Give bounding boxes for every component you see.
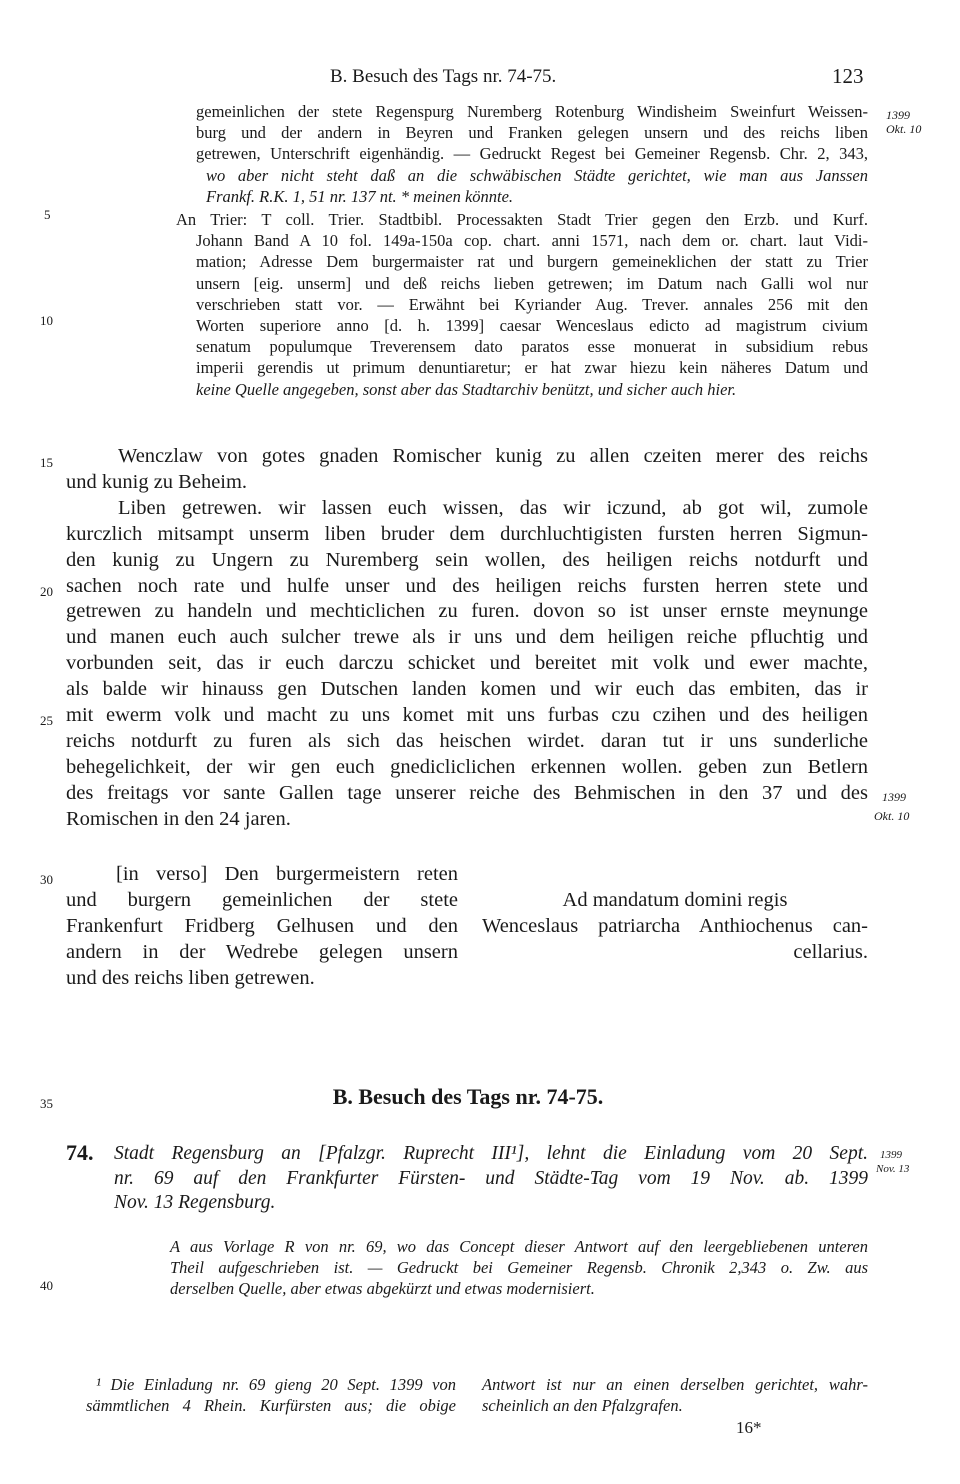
text-line: vorbunden seit, das ir euch darczu schicket und bereitet mit volk und ewer machte, — [66, 652, 868, 675]
apparatus-line: unsern [eig. unserm] und deß reichs lieben getrewen; im Datum nach Galli wol nur — [196, 273, 868, 293]
apparatus-line: wo aber nicht steht daß an die schwäbischen Städte gerichtet, wie man aus Janssen — [206, 165, 868, 185]
line-number: 25 — [40, 713, 53, 728]
running-title: B. Besuch des Tags nr. 74-75. — [330, 66, 557, 87]
source-line: Theil aufgeschrieben ist. — Gedruckt bei Gemeiner Regensb. Chronik 2,343 o. Zw. aus — [170, 1258, 868, 1278]
apparatus-line: getrewen, Unterschrift eigenhändig. — Gedruckt Regest bei Gemeiner Regensb. Chr. 2, 343, — [196, 144, 868, 164]
entry-number: 74. — [66, 1140, 94, 1165]
apparatus-line: keine Quelle angegeben, sonst aber das Stadtarchiv benützt, und sicher auch hier. — [196, 379, 737, 399]
line-number: 20 — [40, 584, 53, 599]
apparatus-line: senatum populumque Treverensem dato paratos esse monuerat in subsidium rebus — [196, 337, 868, 357]
margin-day: Nov. 13 — [876, 1163, 910, 1175]
apparatus-line: gemeinlichen der stete Regenspurg Nuremberg Rotenburg Windisheim Sweinfurt Weissen- — [196, 102, 868, 121]
footnote-right — [482, 1374, 868, 1416]
apparatus-line: Johann Band A 10 fol. 149a-150a cop. chart. anni 1571, nach dem or. chart. laut Vidi- — [196, 231, 868, 251]
margin-date-top — [886, 108, 921, 136]
footnote-line: scheinlich an den Pfalzgrafen. — [482, 1396, 683, 1416]
text-line: und kunig zu Beheim. — [66, 470, 248, 493]
text-line: den kunig zu Ungern zu Nuremberg sein wollen, des heiligen reichs notdurft und — [66, 548, 868, 571]
margin-day: Okt. 10 — [874, 809, 910, 823]
page-number: 123 — [832, 64, 864, 88]
chancery-note — [482, 888, 868, 966]
line-number: 5 — [44, 207, 51, 222]
margin-day: Okt. 10 — [886, 122, 922, 136]
entry-title-line: nr. 69 auf den Frankfurter Fürsten- und Städte-Tag vom 19 Nov. ab. 1399 — [114, 1167, 868, 1189]
apparatus-line: Worten superiore anno [d. h. 1399] caesar Wenceslaus edicto ad magistrum civium — [196, 316, 868, 336]
entry-title — [114, 1142, 868, 1216]
text-line: des freitags vor sante Gallen tage unserer reiche des Behmischen in den 37 und des — [66, 781, 868, 804]
address-line: andern in der Wedrebe gelegen unsern — [66, 940, 458, 963]
entry-title-line: Stadt Regensburg an [Pfalzgr. Ruprecht III¹], lehnt die Einladung vom 20 Sept. — [114, 1143, 868, 1164]
text-line: getrewen zu handeln und mechticlichen zu furen. dovon so ist unser ernste meynunge — [66, 600, 868, 623]
text-line: reichs notdurft zu furen als sich das heischen wirdet. daran tut ir uns sunderliche — [66, 729, 868, 752]
text-line: und manen euch auch sulcher trewe als ir uns und dem heiligen reiche pfluchtig und — [66, 626, 868, 649]
text-line: Wenczlaw von gotes gnaden Romischer kunig zu allen czeiten merer des reichs — [118, 445, 868, 467]
main-text — [66, 444, 868, 833]
text-line: mit ewerm volk und macht zu uns komet mit uns furbas czu czihen und des heiligen — [66, 704, 868, 727]
footnote-left — [86, 1374, 456, 1416]
footnote-line: Antwort ist nur an einen derselben gerichtet, wahr- — [482, 1375, 868, 1394]
address-block — [66, 862, 458, 992]
section-heading-text: B. Besuch des Tags nr. 74-75. — [332, 1084, 604, 1109]
line-number: 15 — [40, 455, 53, 470]
apparatus-line: burg und der andern in Beyren und Franken gelegen unsern und des reichs liben — [196, 123, 868, 143]
apparatus-line: mation; Adresse Dem burgermaister rat und burgern gemeineklichen der statt zu Trier — [196, 252, 868, 272]
text-line: sachen noch rate und hulfe unser und des heiligen reichs fursten herren stete und — [66, 574, 868, 597]
signature-mark: 16* — [736, 1418, 762, 1437]
chancery-line: Wenceslaus patriarcha Anthiochenus can- — [482, 914, 868, 937]
text-line: kurczlich mitsampt unserm liben bruder dem durchluchtigisten fursten herren Sigmun- — [66, 522, 868, 545]
source-line: A aus Vorlage R von nr. 69, wo das Concept dieser Antwort auf den leergebliebenen unteren — [170, 1237, 868, 1256]
entry-title-line: Nov. 13 Regensburg. — [114, 1192, 276, 1213]
margin-date-middle — [874, 790, 909, 823]
margin-year: 1399 — [882, 790, 906, 804]
source-line: derselben Quelle, aber etwas abgekürzt und etwas modernisiert. — [170, 1279, 595, 1299]
margin-year: 1399 — [886, 108, 910, 122]
line-number: 30 — [40, 872, 53, 887]
apparatus-line: imperii gerendis ut primum denuntiaretur; er hat zwar hiezu kein näheres Datum und — [196, 358, 868, 378]
chancery-line: cellarius. — [793, 940, 868, 963]
address-line: [in verso] Den burgermeistern reten — [116, 863, 458, 885]
text-line: als balde wir hinauss gen Dutschen landen komen und wir euch das embiten, das ir — [66, 678, 868, 701]
line-number: 40 — [40, 1278, 53, 1293]
section-heading — [0, 1084, 960, 1110]
entry-source — [170, 1236, 868, 1300]
text-line: Romischen in den 24 jaren. — [66, 807, 291, 830]
address-line: Frankenfurt Fridberg Gelhusen und den — [66, 914, 458, 937]
apparatus-line: An Trier: T coll. Trier. Stadtbibl. Processakten Stadt Trier gegen den Erzb. und Kurf. — [176, 210, 868, 230]
margin-date-entry — [876, 1148, 909, 1176]
apparatus-top — [176, 101, 868, 400]
text-line: behegelichkeit, der wir gen euch gnedicliclichen erkennen wollen. geben zun Betlern — [66, 755, 868, 778]
text-line: Liben getrewen. wir lassen euch wissen, das wir iczund, ab got wil, zumole — [118, 496, 868, 519]
address-line: und des reichs liben getrewen. — [66, 966, 315, 989]
margin-year: 1399 — [880, 1149, 902, 1161]
footnote-line: ¹ Die Einladung nr. 69 gieng 20 Sept. 1399 von — [96, 1375, 456, 1394]
line-number: 10 — [40, 313, 53, 328]
chancery-line: Ad mandatum domini regis — [562, 889, 788, 911]
apparatus-line: Frankf. R.K. 1, 51 nr. 137 nt. * meinen könnte. — [206, 186, 514, 206]
footnote-line: sämmtlichen 4 Rhein. Kurfürsten aus; die obige — [86, 1396, 456, 1416]
address-line: und burgern gemeinlichen der stete — [66, 888, 458, 911]
line-number: 35 — [40, 1096, 53, 1111]
apparatus-line: verschrieben statt vor. — Erwähnt bei Kyriander Aug. Trever. annales 256 mit den — [196, 294, 868, 314]
